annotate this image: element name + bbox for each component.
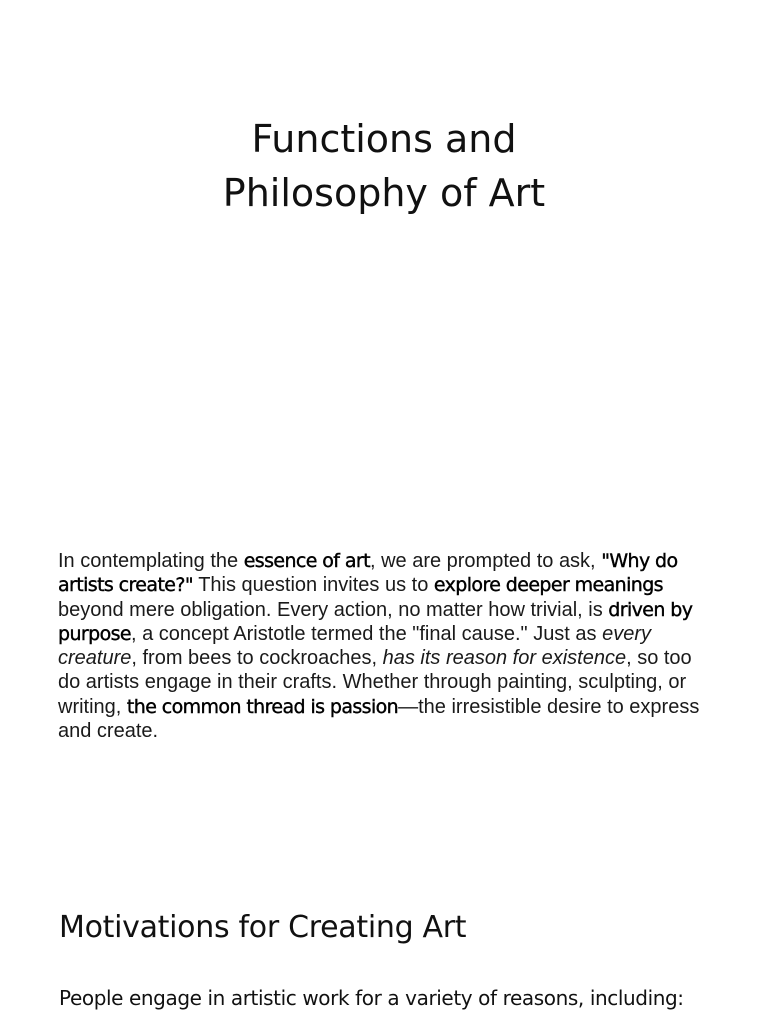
italic-reason-for-existence: has its reason for existence bbox=[382, 647, 627, 670]
emphasis-question: "Why do artists create?" bbox=[58, 550, 678, 597]
italic-every-creature: every creature bbox=[58, 622, 652, 670]
intro-paragraph bbox=[58, 549, 718, 743]
intro-text: In contemplating the bbox=[58, 550, 244, 572]
page-title bbox=[0, 112, 768, 220]
emphasis-driven-by-purpose: driven by purpose bbox=[58, 598, 693, 645]
emphasis-essence-of-art: essence of art bbox=[243, 550, 370, 572]
intro-text: beyond mere obligation. Every action, no matter how trivial, is bbox=[58, 598, 609, 621]
page-title-line-1: Functions and bbox=[251, 117, 517, 161]
intro-text: , so too do artists engage in their crafts. Whether through painting, sculpting, or writing, bbox=[58, 647, 692, 718]
intro-text: , from bees to cockroaches, bbox=[131, 647, 383, 670]
intro-text: , a concept Aristotle termed the "final cause." Just as bbox=[131, 622, 603, 645]
intro-text: —the irresistible desire to express and create. bbox=[58, 695, 700, 743]
section-heading: Motivations for Creating Art bbox=[59, 910, 467, 945]
intro-text: This question invites us to bbox=[193, 574, 434, 597]
emphasis-common-thread: the common thread is passion bbox=[126, 695, 399, 718]
emphasis-explore-deeper-meanings: explore deeper meanings bbox=[433, 574, 663, 597]
intro-text: , we are prompted to ask, bbox=[369, 550, 602, 572]
page-title-line-2: Philosophy of Art bbox=[222, 171, 546, 215]
section-lead-paragraph: People engage in artistic work for a variety of reasons, including: bbox=[59, 986, 684, 1010]
